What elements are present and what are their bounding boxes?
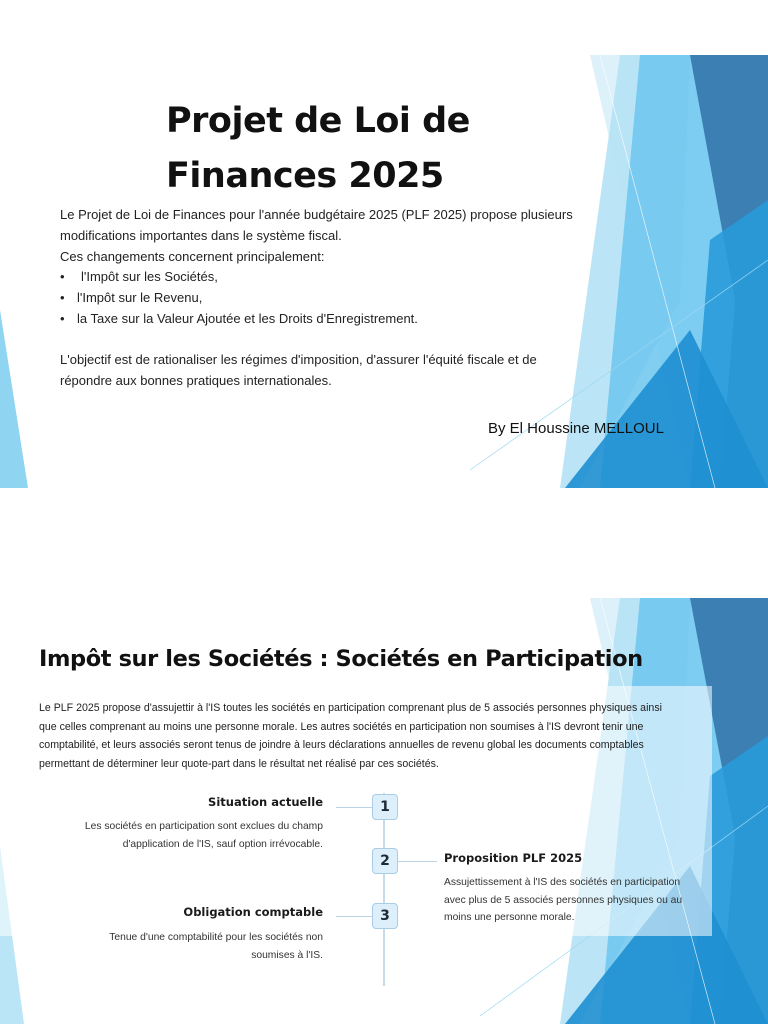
- intro-line: Ces changements concernent principalement:: [60, 248, 325, 264]
- step-description-line: Assujettissement à l'IS des sociétés en participation: [444, 877, 681, 888]
- step-description-line: avec plus de 5 associés personnes physiques ou au: [444, 894, 683, 906]
- step-number-badge: 2: [372, 848, 398, 874]
- step-description-line: moins une personne morale.: [444, 912, 575, 923]
- bullet-dot: •: [60, 290, 65, 306]
- paragraph-line: comptabilité, et leurs associés seront tenus de joindre à leurs déclarations annuelles de revenu global les documents comptables: [39, 739, 644, 751]
- section-title: Impôt sur les Sociétés : Sociétés en Participation: [39, 646, 643, 672]
- intro-line: Le Projet de Loi de Finances pour l'année budgétaire 2025 (PLF 2025) propose plusieurs: [60, 207, 573, 222]
- step-number-badge: 1: [372, 794, 398, 820]
- step-description: [109, 929, 323, 964]
- step-description: [85, 818, 323, 853]
- step-heading: Obligation comptable: [183, 905, 323, 919]
- page-title: [166, 94, 470, 204]
- step-number-badge: 3: [372, 903, 398, 929]
- intro-line: modifications importantes dans le système fiscal.: [60, 227, 342, 243]
- bullet-text: la Taxe sur la Valeur Ajoutée et les Droits d'Enregistrement.: [77, 310, 418, 326]
- step-description: [444, 874, 682, 927]
- timeline-connector: [336, 807, 372, 808]
- objective-line: L'objectif est de rationaliser les régimes d'imposition, d'assurer l'équité fiscale et de: [60, 351, 537, 367]
- step-description-line: soumises à l'IS.: [251, 949, 323, 961]
- bullet-item: [60, 309, 620, 330]
- paragraph-line: que celles comprenant au moins une personne morale. Les autres sociétés en participation non soumises à l'IS devront tenir une: [39, 720, 644, 733]
- intro-text: [60, 205, 620, 391]
- timeline-connector: [336, 916, 372, 917]
- slide-2: [0, 536, 768, 1024]
- step-description-line: Tenue d'une comptabilité pour les sociétés non: [109, 932, 323, 943]
- step-description-line: Les sociétés en participation sont exclues du champ: [84, 821, 323, 832]
- step-heading: Proposition PLF 2025: [444, 851, 583, 865]
- paragraph-line: Le PLF 2025 propose d'assujettir à l'IS toutes les sociétés en participation comprenant plus de 5 associés personnes physiques ainsi: [39, 702, 662, 714]
- author-credit: By El Houssine MELLOUL: [488, 420, 664, 437]
- description-paragraph: [39, 699, 719, 773]
- timeline-axis: [383, 793, 385, 986]
- bullet-item: [60, 288, 620, 309]
- step-description-line: d'application de l'IS, sauf option irrévocable.: [122, 838, 323, 850]
- timeline-connector: [397, 861, 437, 862]
- step-heading: Situation actuelle: [208, 795, 323, 809]
- paragraph-line: permettant de déterminer leur quote-part dans le résultat net réalisé par ces sociétés.: [39, 757, 439, 770]
- title-line-1: Projet de Loi de: [166, 101, 470, 141]
- slide-1: [0, 0, 768, 488]
- title-line-2: Finances 2025: [166, 156, 444, 196]
- bullet-dot: •: [60, 310, 65, 326]
- objective-line: répondre aux bonnes pratiques internationales.: [60, 372, 332, 388]
- bullet-text: l'Impôt sur le Revenu,: [77, 290, 203, 306]
- bullet-item: [60, 267, 620, 288]
- bullet-dot: •: [60, 269, 65, 285]
- bullet-text: l'Impôt sur les Sociétés,: [81, 269, 218, 285]
